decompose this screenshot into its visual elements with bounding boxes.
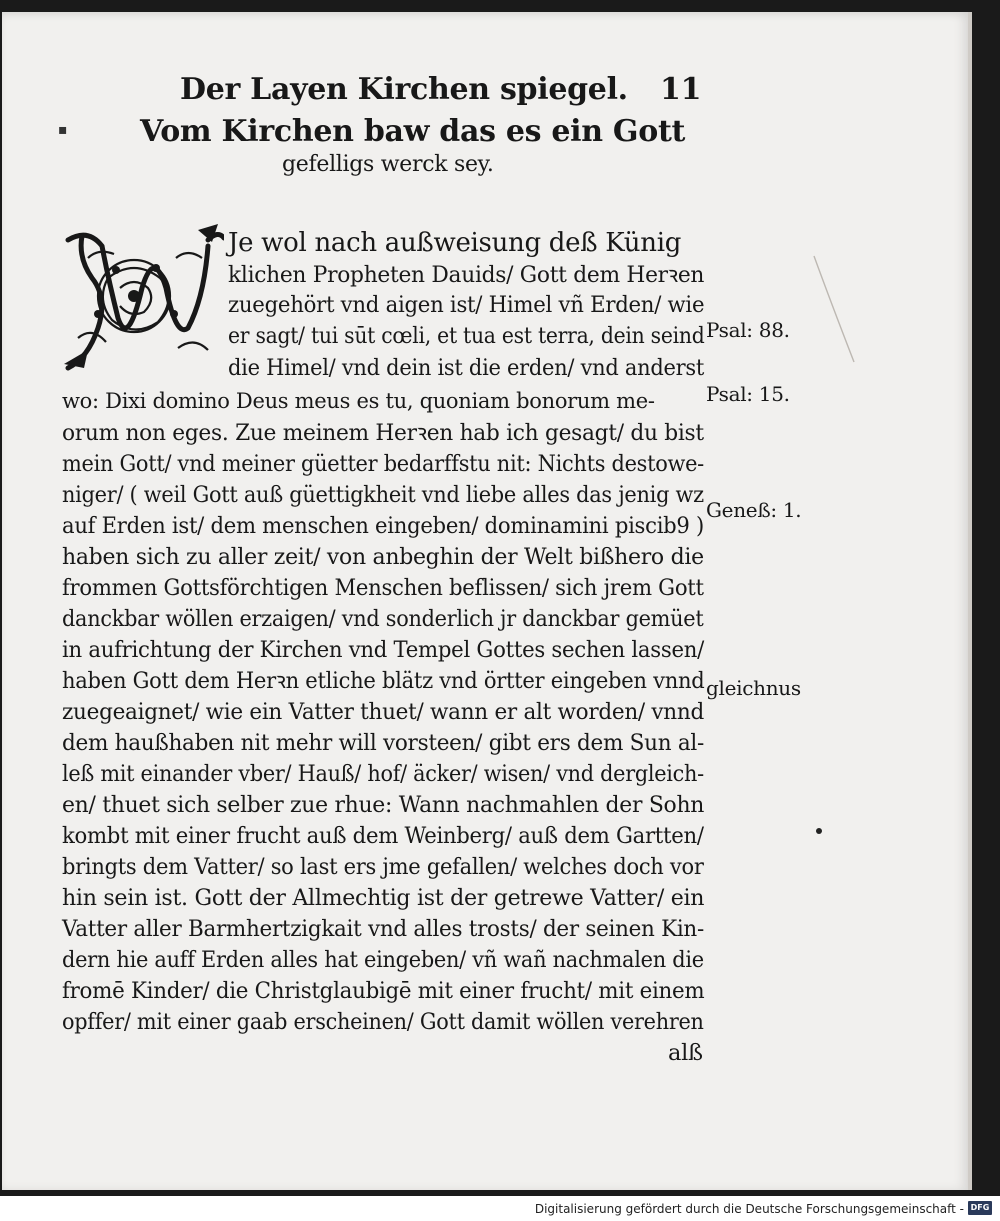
body-line: haben Gott dem Herꝛn etliche blätz vnd örtter eingeben vnnd	[62, 668, 705, 694]
page-crease	[800, 250, 860, 370]
digitization-credit: Digitalisierung gefördert durch die Deutsche Forschungsgemeinschaft -	[534, 1202, 964, 1216]
stray-ink-mark: ▪	[58, 122, 68, 138]
body-line: danckbar wöllen erzaigen/ vnd sonderlich jr danckbar gemüet	[62, 606, 704, 632]
body-line: frommen Gottsförchtigen Menschen beflissen/ sich jrem Gott	[62, 575, 704, 601]
body-line: en/ thuet sich selber zue rhue: Wann nachmahlen der Sohn	[62, 792, 705, 818]
body-line: orum non eges. Zue meinem Herꝛen hab ich gesagt/ du bist	[62, 420, 704, 446]
chapter-title-line1: Vom Kirchen baw das es ein Gott	[140, 114, 686, 149]
body-line: auf Erden ist/ dem menschen eingeben/ dominamini piscib9 )	[62, 513, 705, 539]
margin-note-genesis-1: Geneß: 1.	[706, 498, 802, 522]
body-line: dern hie auff Erden alles hat eingeben/ vñ wañ nachmalen die	[62, 947, 704, 973]
body-line: haben sich zu aller zeit/ von anbeghin der Welt bißhero die	[62, 544, 704, 570]
body-line: leß mit einander vber/ Hauß/ hof/ äcker/ wisen/ vnd dergleich-	[62, 761, 704, 787]
body-line: hin sein ist. Gott der Allmechtig ist der getrewe Vatter/ ein	[62, 885, 705, 911]
body-line: wo: Dixi domino Deus meus es tu, quoniam bonorum me-	[62, 389, 655, 413]
body-line: zuegeaignet/ wie ein Vatter thuet/ wann er alt worden/ vnnd	[62, 699, 704, 725]
decorative-initial-w	[58, 218, 224, 380]
body-line: klichen Propheten Dauids/ Gott dem Herꝛen	[228, 262, 705, 288]
body-line: bringts dem Vatter/ so last ers jme gefallen/ welches doch vor	[62, 854, 704, 880]
body-line: in aufrichtung der Kirchen vnd Tempel Gottes sechen lassen/	[62, 637, 704, 663]
body-line: er sagt/ tui sūt cœli, et tua est terra, dein seind	[228, 323, 705, 349]
margin-note-psalm-15: Psal: 15.	[706, 382, 790, 406]
body-line: niger/ ( weil Gott auß güettigkheit vnd liebe alles das jenig wz	[62, 482, 704, 508]
folio-number: 11	[660, 72, 702, 107]
ink-speck	[816, 828, 822, 834]
body-line: zuegehört vnd aigen ist/ Himel vñ Erden/ wie	[228, 292, 705, 318]
body-line: opffer/ mit einer gaab erscheinen/ Gott damit wöllen verehren	[62, 1009, 704, 1035]
body-line: Vatter aller Barmhertzigkait vnd alles trosts/ der seinen Kin-	[62, 916, 704, 942]
margin-note-gleichnus: gleichnus	[706, 676, 801, 700]
page-edge	[968, 12, 972, 1190]
body-line: mein Gott/ vnd meiner güetter bedarffstu nit: Nichts destowe-	[62, 451, 704, 477]
running-title: Der Layen Kirchen spiegel.	[180, 72, 628, 107]
catchword: alß	[668, 1040, 703, 1066]
body-line: Je wol nach außweisung deß Künig	[228, 228, 682, 258]
body-line: die Himel/ vnd dein ist die erden/ vnd anderst	[228, 355, 705, 381]
body-line: fromē Kinder/ die Christglaubigē mit einer frucht/ mit einem	[62, 978, 705, 1004]
body-line: dem haußhaben nit mehr will vorsteen/ gibt ers dem Sun al-	[62, 730, 704, 756]
chapter-title-line2: gefelligs werck sey.	[282, 152, 494, 177]
body-line: kombt mit einer frucht auß dem Weinberg/ auß dem Gartten/	[62, 823, 704, 849]
margin-note-psalm-88: Psal: 88.	[706, 318, 790, 342]
dfg-logo: DFG	[968, 1201, 992, 1215]
